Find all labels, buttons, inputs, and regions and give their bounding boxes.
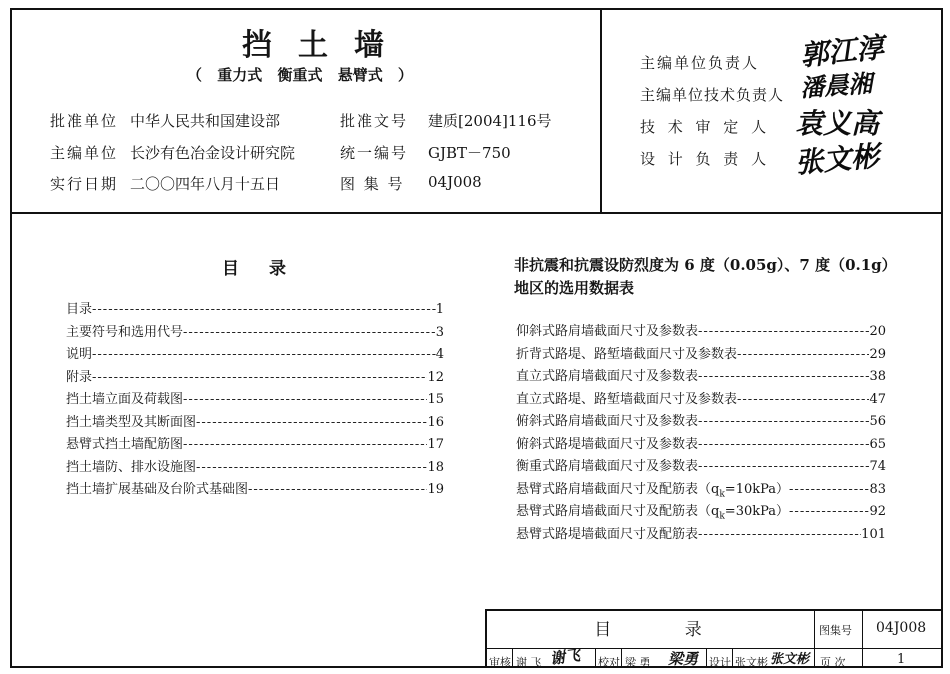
titleblock-atlas-no: 04J008	[876, 620, 927, 636]
selection-item-title-main: 衡重式路肩墙截面尺寸及参数表	[516, 459, 699, 474]
toc-item-page: 18	[427, 459, 444, 475]
page-title: 挡土墙	[242, 28, 410, 63]
toc-item-page: 3	[435, 324, 444, 340]
selection-item-title	[516, 343, 737, 362]
selection-item	[516, 500, 886, 522]
unified-no-value: GJBT－750	[428, 144, 511, 162]
selection-item-title	[516, 478, 789, 500]
toc-item-page: 15	[427, 392, 444, 407]
toc-item-title: 挡土墙防、排水设施图	[66, 459, 197, 475]
selection-item	[516, 388, 886, 406]
header-divider	[10, 212, 943, 214]
selection-item-title	[516, 523, 698, 542]
selection-item-title-tail: =30kPa）	[724, 504, 790, 519]
selection-item-page: 65	[869, 436, 886, 452]
selection-item-title-main: 折背式路堤、路堑墙截面尺寸及参数表	[516, 346, 738, 362]
atlas-no-label: 图 集 号	[340, 175, 405, 193]
toc-item	[66, 298, 444, 316]
page-subtitle: （ 重力式 衡重式 悬臂式 ）	[187, 66, 413, 84]
toc-item	[66, 388, 444, 406]
titleblock-design-name: 张文彬	[735, 656, 768, 669]
toc-item-page: 17	[427, 437, 444, 452]
toc-item	[66, 433, 444, 451]
selection-item-page: 74	[869, 459, 886, 474]
effective-date-value: 二〇〇四年八月十五日	[130, 175, 281, 193]
approval-doc-value: 建质[2004]116号	[428, 112, 552, 130]
dot-leader	[737, 392, 869, 407]
responsible-role-editor-unit: 主编单位负责人	[640, 54, 760, 72]
dot-leader	[196, 415, 427, 430]
toc-item-title: 附录	[66, 369, 93, 385]
titleblock-atlas-label: 图集号	[819, 624, 852, 637]
selection-item-title-main: 仰斜式路肩墙截面尺寸及参数表	[516, 324, 699, 339]
toc-item-title: 挡土墙扩展基础及台阶式基础图	[66, 482, 249, 497]
selection-item	[516, 478, 886, 500]
toc-item-page: 12	[427, 369, 444, 385]
dot-leader	[789, 482, 869, 497]
toc-item-title: 主要符号和选用代号	[66, 324, 184, 340]
titleblock-title: 目 录	[594, 620, 736, 640]
selection-heading-line2: 地区的选用数据表	[514, 279, 635, 297]
toc-heading: 目 录	[222, 259, 298, 279]
selection-item-title	[516, 410, 698, 429]
toc-item-page: 19	[427, 482, 444, 497]
titleblock-review-signature: 谢飞	[548, 645, 582, 668]
selection-item-title-sub: k	[719, 511, 725, 522]
selection-item-page: 47	[869, 391, 886, 407]
selection-item-page: 38	[869, 369, 886, 384]
dot-leader	[183, 392, 427, 407]
dot-leader	[698, 369, 869, 384]
signature-editor-unit: 郭江淳	[798, 30, 886, 73]
editor-unit-value: 长沙有色冶金设计研究院	[130, 144, 296, 162]
toc-item	[66, 478, 444, 496]
dot-leader	[196, 460, 427, 475]
selection-item	[516, 433, 886, 451]
selection-item	[516, 410, 886, 428]
signature-design: 张文彬	[793, 139, 881, 180]
titleblock-review-label: 审核	[489, 656, 511, 669]
toc-item-title: 说明	[66, 347, 93, 362]
dot-leader	[92, 370, 427, 385]
selection-item-title	[516, 500, 789, 522]
selection-item	[516, 320, 886, 338]
titleblock-check-label: 校对	[598, 656, 620, 669]
selection-item-title	[516, 433, 698, 452]
selection-item-title-main: 悬臂式路肩墙截面尺寸及配筋表（q	[516, 504, 720, 519]
toc-item-page: 1	[435, 302, 444, 317]
approval-unit-label: 批准单位	[50, 112, 119, 130]
dot-leader	[248, 482, 427, 497]
dot-leader	[698, 414, 869, 429]
dot-leader	[183, 325, 436, 340]
tb-sep	[595, 648, 596, 668]
dot-leader	[698, 527, 861, 542]
titleblock-div-2	[862, 609, 863, 668]
tb-sep	[732, 648, 733, 668]
toc-item-title: 挡土墙类型及其断面图	[66, 414, 197, 430]
selection-item-page: 83	[869, 481, 886, 497]
selection-item	[516, 455, 886, 473]
selection-item-title-sub: k	[719, 489, 725, 500]
titleblock-design-signature: 张文彬	[770, 652, 810, 667]
toc-item	[66, 456, 444, 474]
dot-leader	[698, 437, 869, 452]
responsible-role-tech: 主编单位技术负责人	[640, 86, 785, 104]
selection-item	[516, 365, 886, 383]
unified-no-label: 统一编号	[340, 144, 409, 162]
titleblock-check-name: 梁 勇	[625, 656, 651, 669]
titleblock-top-line	[485, 609, 943, 611]
selection-item-page: 101	[861, 526, 886, 542]
signature-review: 袁义高	[795, 107, 880, 140]
titleblock-check-signature: 梁勇	[668, 650, 699, 668]
titleblock-review-name: 谢 飞	[516, 656, 542, 669]
titleblock-design-label: 设计	[709, 656, 731, 669]
dot-leader	[789, 504, 869, 519]
toc-item-title: 目录	[66, 302, 93, 317]
dot-leader	[737, 347, 869, 362]
selection-item-title-main: 悬臂式路堤墙截面尺寸及配筋表	[516, 526, 699, 542]
dot-leader	[92, 302, 436, 317]
atlas-no-value: 04J008	[428, 173, 482, 191]
responsible-role-design: 设 计 负 责 人	[640, 150, 771, 168]
dot-leader	[92, 347, 436, 362]
selection-item-title-main: 俯斜式路肩墙截面尺寸及参数表	[516, 414, 699, 429]
titleblock-div-1	[814, 609, 815, 668]
toc-item	[66, 366, 444, 384]
selection-item-page: 20	[869, 324, 886, 339]
dot-leader	[698, 324, 869, 339]
selection-heading	[514, 254, 914, 300]
titleblock-left-line	[485, 609, 487, 668]
selection-item-page: 29	[869, 346, 886, 362]
toc-item	[66, 343, 444, 361]
toc-item	[66, 411, 444, 429]
responsible-role-review: 技 术 审 定 人	[640, 118, 771, 136]
toc-item	[66, 321, 444, 339]
titleblock-page-no: 1	[897, 652, 906, 667]
selection-item-title-main: 悬臂式路肩墙截面尺寸及配筋表（q	[516, 481, 720, 497]
selection-item	[516, 523, 886, 541]
selection-heading-line1: 非抗震和抗震设防烈度为 6 度（0.05g）、7 度（0.1g）	[514, 256, 897, 274]
selection-item	[516, 343, 886, 361]
selection-item-title-main: 俯斜式路堤墙截面尺寸及参数表	[516, 436, 699, 452]
editor-unit-label: 主编单位	[50, 144, 119, 162]
titleblock-page-label: 页 次	[820, 656, 846, 669]
toc-item-title: 挡土墙立面及荷载图	[66, 392, 184, 407]
approval-doc-label: 批准文号	[340, 112, 409, 130]
dot-leader	[183, 437, 427, 452]
selection-item-title-tail: =10kPa）	[724, 481, 790, 497]
toc-item-page: 4	[435, 347, 444, 362]
selection-item-title	[516, 365, 698, 384]
selection-item-page: 56	[869, 414, 886, 429]
dot-leader	[698, 459, 869, 474]
tb-sep	[706, 648, 707, 668]
selection-item-title	[516, 388, 737, 407]
tb-sep	[621, 648, 622, 668]
selection-item-title-main: 直立式路堤、路堑墙截面尺寸及参数表	[516, 391, 738, 407]
toc-item-page: 16	[427, 414, 444, 430]
selection-item-title	[516, 320, 698, 339]
effective-date-label: 实行日期	[50, 175, 119, 193]
selection-item-page: 92	[869, 504, 886, 519]
toc-item-title: 悬臂式挡土墙配筋图	[66, 437, 184, 452]
tb-sep	[512, 648, 513, 668]
approval-unit-value: 中华人民共和国建设部	[130, 112, 281, 130]
selection-item-title	[516, 455, 698, 474]
selection-item-title-main: 直立式路肩墙截面尺寸及参数表	[516, 369, 699, 384]
signature-tech: 潘晨湘	[799, 68, 874, 103]
